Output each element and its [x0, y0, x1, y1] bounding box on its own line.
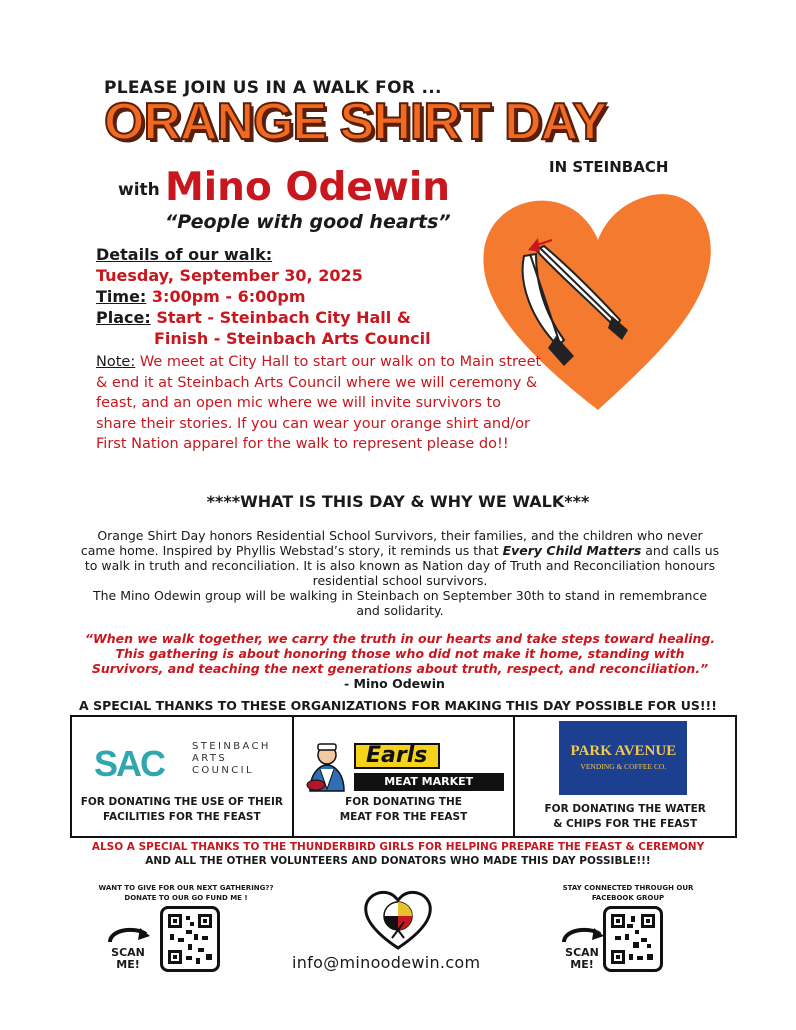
- walk-time-row: [96, 286, 546, 307]
- why-text-group: The Mino Odewin group will be walking in Steinbach on September 30th to stand in remembrance and solidarity.: [92, 588, 708, 618]
- scan-text-2: ME!: [570, 958, 594, 971]
- walk-details: [96, 244, 546, 349]
- location-label: IN STEINBACH: [549, 158, 669, 176]
- sac-line-3: COUNCIL: [192, 765, 254, 776]
- time-label: Time:: [96, 287, 147, 306]
- facebook-line-1: STAY CONNECTED THROUGH OUR: [562, 884, 694, 892]
- page-title: ORANGE SHIRT DAY: [104, 93, 607, 151]
- butcher-icon: [302, 741, 352, 793]
- qr-code-icon: [611, 914, 655, 964]
- details-heading: Details of our walk:: [96, 245, 273, 264]
- caption-line-2: FACILITIES FOR THE FEAST: [103, 811, 261, 823]
- also-thanks-line-1: ALSO A SPECIAL THANKS TO THE THUNDERBIRD GIRLS FOR HELPING PREPARE THE FEAST & CEREMONY: [91, 841, 705, 853]
- why-text-a: Orange Shirt Day honors Residential School Survivors, their families, and the children who never came home. Inspired by Phyllis Webstad’s story, it reminds us that: [80, 528, 703, 558]
- sponsor-earls-meat-market: [294, 717, 516, 836]
- mino-odewin-emblem-icon: [362, 888, 434, 950]
- caption-line-1: FOR DONATING THE: [345, 796, 462, 808]
- facebook-line-2: FACEBOOK GROUP: [591, 894, 665, 902]
- qr-code-icon: [168, 914, 212, 964]
- join-line: PLEASE JOIN US IN A WALK FOR ...: [104, 78, 442, 98]
- donate-line-2: DONATE TO OUR GO FUND ME !: [124, 894, 248, 902]
- scan-me-right: [558, 924, 606, 972]
- thanks-heading: A SPECIAL THANKS TO THESE ORGANIZATIONS FOR MAKING THIS DAY POSSIBLE FOR US!!!: [79, 698, 717, 713]
- scan-text-1: SCAN: [565, 946, 599, 959]
- with-label: with: [118, 180, 160, 200]
- caption-line-1: FOR DONATING THE WATER: [544, 803, 706, 815]
- group-name: Mino Odewin: [165, 165, 450, 210]
- sponsor-caption: [294, 795, 514, 825]
- contact-email[interactable]: info@minoodewin.com: [292, 953, 481, 972]
- caption-line-2: MEAT FOR THE FEAST: [339, 811, 468, 823]
- group-motto: “People with good hearts”: [165, 211, 451, 233]
- caption-line-1: FOR DONATING THE USE OF THEIR: [80, 796, 283, 808]
- sponsor-caption: [72, 795, 292, 825]
- sac-logo: SAC: [94, 743, 165, 784]
- sponsor-steinbach-arts-council: [72, 717, 294, 836]
- place-finish: Finish - Steinbach Arts Council: [154, 329, 431, 348]
- sac-logo-text: [192, 741, 271, 777]
- walk-place-row: [96, 307, 546, 328]
- facebook-qr-code[interactable]: [603, 906, 663, 972]
- scan-text-1: SCAN: [111, 946, 145, 959]
- every-child-matters: Every Child Matters: [502, 543, 642, 558]
- donate-line-1: WANT TO GIVE FOR OUR NEXT GATHERING??: [98, 884, 274, 892]
- why-text-c: and calls us to walk in truth and reconciliation. It is also known as Nation day of Truth and Reconciliation honours residential school survivors.: [84, 543, 720, 588]
- also-thanks-line-2: AND ALL THE OTHER VOLUNTEERS AND DONATORS WHO MADE THIS DAY POSSIBLE!!!: [145, 855, 651, 867]
- donate-prompt: [86, 883, 286, 903]
- walk-time: 3:00pm - 6:00pm: [151, 287, 306, 306]
- caption-line-2: & CHIPS FOR THE FEAST: [553, 818, 698, 830]
- place-start: Start - Steinbach City Hall &: [156, 308, 411, 327]
- note-label: Note:: [96, 354, 136, 370]
- also-thanks: [0, 840, 796, 868]
- earls-logo: Earls: [354, 743, 440, 769]
- sponsor-caption: [515, 802, 735, 832]
- scan-text-2: ME!: [116, 958, 140, 971]
- why-heading: ****WHAT IS THIS DAY & WHY WE WALK***: [206, 492, 590, 511]
- walk-note: [96, 352, 542, 455]
- park-avenue-logo: [559, 721, 687, 795]
- scan-me-left: [104, 924, 152, 972]
- place-label: Place:: [96, 308, 151, 327]
- arrow-icon: [558, 924, 606, 944]
- group-quote: “When we walk together, we carry the truth in our hearts and take steps toward healing. This gathering is about honoring those who did not make it home, standing with Survivors, and teaching the next generations about truth, respect, and reconciliation.”: [84, 631, 716, 676]
- sac-line-2: ARTS: [192, 753, 228, 764]
- meat-market-logo: MEAT MARKET: [354, 773, 504, 791]
- why-paragraph: [80, 528, 720, 618]
- facebook-prompt: [548, 883, 708, 903]
- park-avenue-sub: VENDING & COFFEE CO.: [580, 762, 667, 771]
- gofundme-qr-code[interactable]: [160, 906, 220, 972]
- walk-date: Tuesday, September 30, 2025: [96, 266, 363, 285]
- sponsors-table: [70, 715, 737, 838]
- arrow-icon: [104, 924, 152, 944]
- sponsor-park-avenue: [515, 717, 735, 836]
- quote-attribution: - Mino Odewin: [344, 676, 445, 691]
- park-avenue-name: PARK AVENUE: [570, 743, 677, 759]
- note-text: We meet at City Hall to start our walk on to Main street & end it at Steinbach Arts Council where we will ceremony & feast, and an open mic where we will invite survivors to share their stories. If you can wear your orange shirt and/or First Nation apparel for the walk to represent please do!!: [96, 354, 542, 452]
- sac-line-1: STEINBACH: [192, 741, 271, 752]
